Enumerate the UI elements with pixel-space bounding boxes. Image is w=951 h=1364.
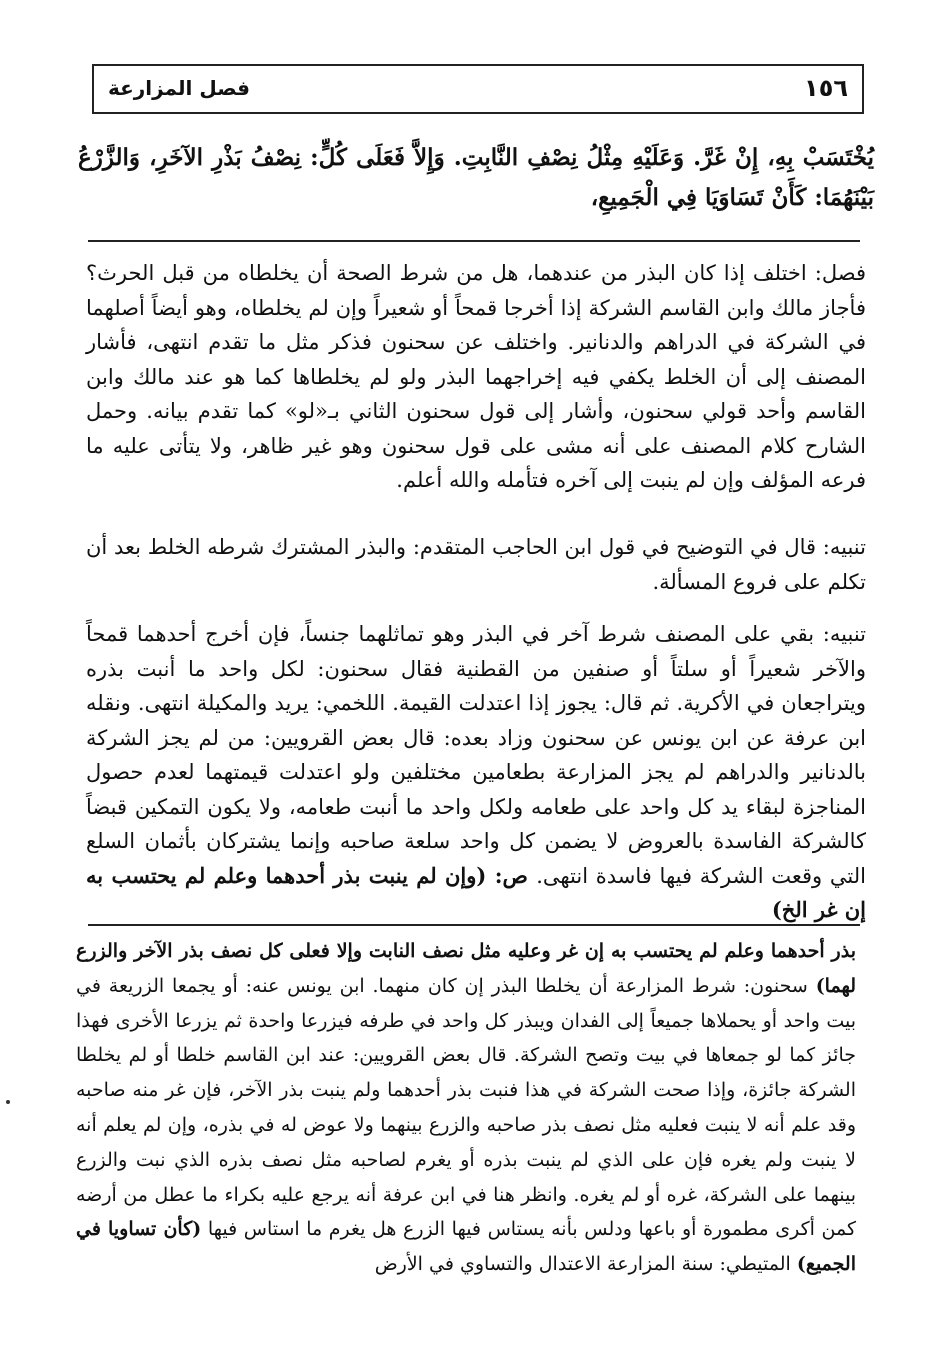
sharh-paragraph-2: تنبيه: قال في التوضيح في قول ابن الحاجب المتقدم: والبذر المشترك شرطه الخلط بعد أن تكلم على فروع المسألة. <box>86 535 866 594</box>
sharh-paragraph-3-bold: ص: (وإن لم ينبت بذر أحدهما وعلم لم يحتسب به إن غر الخ) <box>86 862 866 922</box>
hashiya-mid-bold: (كأن تساويا في الجميع) <box>76 1218 856 1276</box>
separator-top <box>88 240 860 242</box>
separator-bottom <box>88 924 860 926</box>
matn-text: يُخْتَسَبْ بِهِ، إِنْ غَرَّ. وَعَلَيْهِ مِثْلُ نِصْفِ النَّابِتِ. وَإِلاَّ فَعَلَى كُلٍّ: نِصْفُ بَذْرِ الآخَرِ، وَالزَّرْعُ بَيْنَهُمَا: كَأَنْ تَسَاوَيَا فِي الْجَمِيعِ، <box>78 144 874 211</box>
hashiya-lead-bold: بذر أحدهما وعلم لم يحتسب به إن غر وعليه مثل نصف النابت وإلا فعلى كل نصف بذر الآخر والزرع لهما) <box>76 940 856 997</box>
hashiya-text-1: سحنون: شرط المزارعة أن يخلطا البذر إن كان منهما. ابن يونس عنه: أو يجمعا الزريعة في بيت واحد أو يحملاها جميعاً إلى الفدان ويبذر كل واحد في طرفه فيزرعا واحدة ثم يزرعا الأخرى فهذا جائز كما لو جمعاها في بيت وتصح الشركة. قال بعض القرويين: عند ابن القاسم خلطا أو لم يخلطا الشركة جائزة، وإذا صحت الشركة في هذا فنبت بذر أحدهما ولم ينبت بذر الآخر، فإن غر منه صاحبه وقد علم أنه لا ينبت فعليه مثل نصف بذر صاحبه والزرع بينهما ولا عوض له في بذره، وإن لم يعلم أنه لا ينبت ولم يغره فإن على الذي لم ينبت بذره أو يغرم لصاحبه مثل نصف بذره الذي نبت والزرع بينهما على الشركة، غره أو لم يغره. وانظر هنا في ابن عرفة أنه يرجع عليه بكراء ما عطل من أرضه كمن أكرى مطمورة أو باعها ودلس بأنه يستاس فيها الزرع هل يغرم ما استاس فيها <box>76 974 856 1241</box>
chapter-title: فصل المزارعة <box>108 76 250 100</box>
hashiya-commentary <box>76 934 856 1282</box>
sharh-paragraph-3-text: تنبيه: بقي على المصنف شرط آخر في البذر وهو تماثلهما جنساً، فإن أخرج أحدهما قمحاً والآخر شعيراً أو سلتاً أو صنفين من القطنية فقال سحنون: لكل واحد ما أنبت بذره ويتراجعان في الأكرية. ثم قال: يجوز إذا اعتدلت القيمة. اللخمي: يريد والمكيلة انتهى. ونقله ابن عرفة عن ابن يونس عن سحنون وزاد بعده: قال بعض القرويين: من لم يجز الشركة بالدنانير والدراهم لم يجز المزارعة بطعامين مختلفين ولو اعتدلت قيمتهما لعدم حصول المناجزة لبقاء يد كل واحد على طعامه ولكل واحد ما أنبت طعامه، ولا يكون التمكين قبضاً كالشركة الفاسدة بالعروض لا يضمن كل واحد سلعة صاحبه وإنما يشتركان بأثمان السلع التي وقعت الشركة فيها فاسدة انتهى. <box>86 622 866 888</box>
page-number: ١٥٦ <box>804 74 848 102</box>
hashiya-text-2: المتيطي: سنة المزارعة الاعتدال والتساوي في الأرض <box>374 1253 797 1276</box>
scan-speck <box>6 1100 10 1104</box>
sharh-paragraph-3 <box>86 617 866 928</box>
page-header <box>92 64 864 114</box>
sharh-paragraph-1: فصل: اختلف إذا كان البذر من عندهما، هل من شرط الصحة أن يخلطاه من قبل الحرث؟ فأجاز مالك وابن القاسم الشركة إذا أخرجا قمحاً أو شعيراً وإن لم يخلطاه، وهو أيضاً أصلهما في الشركة في الدراهم والدنانير. واختلف عن سحنون فذكر مثل ما تقدم انتهى، فأشار المصنف إلى أن الخلط يكفي فيه إخراجهما البذر ولو لم يخلطاها كما هو عند مالك وابن القاسم وأحد قولي سحنون، وأشار إلى قول سحنون الثاني بـ«لو» كما تقدم بيانه. وحمل الشارح كلام المصنف على أنه مشى على قول سحنون وهو غير ظاهر، ولا يتأتى عليه ما فرعه المؤلف وإن لم ينبت إلى آخره فتأمله والله أعلم. <box>86 261 866 492</box>
